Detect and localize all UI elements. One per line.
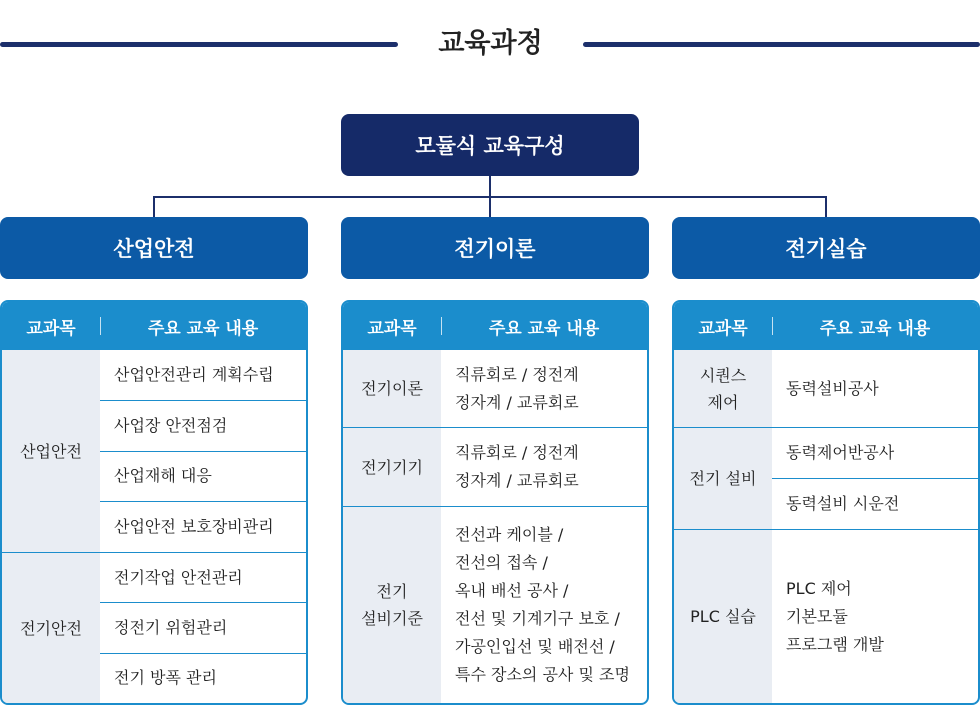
content-item: PLC 제어 기본모듈 프로그램 개발 — [786, 578, 884, 654]
subject-label — [343, 428, 441, 506]
content-item: 전기 방폭 관리 — [114, 668, 217, 688]
panel-header — [674, 302, 978, 350]
content-item: 사업장 안전점검 — [100, 401, 306, 452]
subject-label-line: 전기 — [376, 582, 408, 601]
content-list — [441, 350, 647, 427]
category-box-industrial-safety: 산업안전 — [0, 217, 308, 279]
subject-label-line: 전기안전 — [20, 618, 82, 638]
subject-group — [674, 428, 978, 530]
subject-label — [674, 350, 772, 427]
subject-label — [2, 350, 100, 552]
header-divider — [100, 317, 101, 335]
content-list — [100, 553, 306, 703]
title-line-left — [0, 42, 398, 47]
connector-left-down — [153, 196, 155, 217]
content-list — [772, 350, 978, 427]
title-line-right — [583, 42, 980, 47]
subject-group — [2, 553, 306, 703]
content-list — [772, 428, 978, 529]
content-item: 전선과 케이블 / 전선의 접속 / 옥내 배선 공사 / 전선 및 기계기구 보호 / 가공인입선 및 배전선 / 특수 장소의 공사 및 조명 — [455, 525, 630, 684]
subject-label-line: 시퀀스 — [699, 365, 747, 385]
subject-label-line: 전기 설비 — [689, 469, 757, 488]
subject-label-line: 전기기기 — [361, 457, 423, 477]
content-item: 직류회로 / 정전계 정자계 / 교류회로 — [455, 443, 579, 490]
header-divider — [772, 317, 773, 335]
subject-group — [2, 350, 306, 553]
panel-header — [2, 302, 306, 350]
content-item: 동력제어반공사 — [772, 428, 978, 479]
category-box-electrical-practice: 전기실습 — [672, 217, 980, 279]
header-subject: 교과목 — [698, 318, 748, 339]
subject-label — [343, 350, 441, 427]
header-content: 주요 교육 내용 — [488, 318, 600, 339]
page-title: 교육과정 — [438, 28, 543, 59]
subject-group — [674, 530, 978, 703]
subject-label — [674, 530, 772, 703]
content-item: 동력설비공사 — [786, 378, 879, 398]
subject-label-line: PLC 실습 — [690, 607, 756, 626]
content-list — [100, 350, 306, 552]
subject-label-line: 전기이론 — [361, 379, 423, 398]
content-list — [441, 507, 647, 703]
root-node: 모듈식 교육구성 — [341, 114, 639, 176]
content-item: 동력설비 시운전 — [786, 494, 900, 513]
panel-electrical-theory — [341, 300, 649, 705]
title-row — [0, 22, 980, 66]
content-item: 산업재해 대응 — [100, 452, 306, 503]
header-content: 주요 교육 내용 — [819, 318, 931, 339]
panel-industrial-safety — [0, 300, 308, 705]
subject-label — [674, 428, 772, 529]
panel-electrical-practice — [672, 300, 980, 705]
subject-group — [674, 350, 978, 428]
subject-label-line: 제어 — [707, 392, 739, 412]
subject-group — [343, 428, 647, 507]
content-item: 산업안전 보호장비관리 — [114, 517, 274, 537]
content-item: 정전기 위험관리 — [100, 603, 306, 653]
header-divider — [441, 317, 442, 335]
subject-label — [343, 507, 441, 703]
content-item: 산업안전관리 계획수립 — [100, 350, 306, 401]
content-list — [772, 530, 978, 703]
subject-label-line: 산업안전 — [20, 441, 82, 461]
content-item: 직류회로 / 정전계 정자계 / 교류회로 — [455, 364, 579, 412]
subject-label-line: 설비기준 — [361, 609, 423, 628]
header-content: 주요 교육 내용 — [147, 318, 259, 339]
content-list — [441, 428, 647, 506]
header-subject: 교과목 — [26, 318, 76, 339]
connector-center-down — [489, 196, 491, 217]
header-subject: 교과목 — [367, 318, 417, 339]
content-item: 전기작업 안전관리 — [100, 553, 306, 603]
connector-right-down — [825, 196, 827, 217]
subject-group — [343, 507, 647, 703]
subject-group — [343, 350, 647, 428]
category-box-electrical-theory: 전기이론 — [341, 217, 649, 279]
panel-header — [343, 302, 647, 350]
connector-root-down — [489, 176, 491, 197]
subject-label — [2, 553, 100, 703]
